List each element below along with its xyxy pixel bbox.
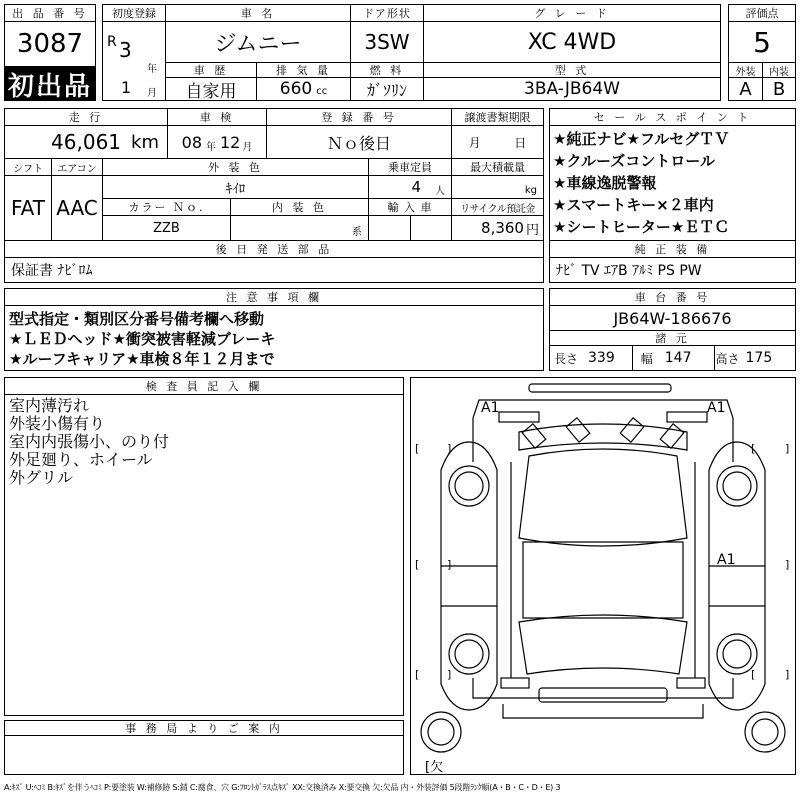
length-label: 長さ — [554, 351, 579, 366]
car-name: ジムニー — [165, 21, 351, 63]
svg-text:[: [ — [751, 668, 756, 681]
inspector-note: 外装小傷有り — [9, 414, 106, 433]
svg-text:]: ] — [447, 668, 452, 681]
note-line: ★ルーフキャリア★車検８年１２月まで — [9, 350, 275, 368]
recycle-fee-box — [451, 215, 544, 241]
height-label: 高さ — [715, 351, 740, 366]
mileage-unit: km — [131, 131, 159, 153]
displacement-box — [256, 77, 351, 101]
first-registration-label: 初度登録 — [102, 4, 166, 22]
capacity-label: 乗車定員 — [368, 158, 452, 176]
import-box — [368, 215, 452, 241]
grade-label: グ レ ー ド — [423, 4, 721, 22]
mileage-box — [4, 125, 168, 159]
year-unit: 年 — [147, 64, 157, 75]
inspector-notes-label: 検 査 員 記 入 欄 — [4, 377, 404, 395]
recycle-fee-label: リサイクル預託金 — [451, 198, 544, 216]
windshield-shape — [519, 449, 687, 546]
inspector-note: 外足廻り、ホイール — [9, 450, 153, 469]
svg-text:[: [ — [415, 558, 420, 571]
exterior-color: ｷｲﾛ — [102, 175, 369, 199]
genuine-equipment-label: 純 正 装 備 — [549, 240, 796, 258]
damage-diagram — [410, 377, 796, 775]
sales-point: ★車線逸脱警報 — [553, 174, 657, 192]
ac: AAC — [51, 175, 103, 241]
svg-text:]: ] — [785, 558, 790, 571]
inspection-box — [167, 125, 267, 159]
history-label: 車 歴 — [165, 62, 257, 78]
svg-text:]: ] — [447, 558, 452, 571]
rear-bumper-shape — [539, 688, 667, 702]
genuine-equipment: ﾅﾋﾞ TV ｴｱB ｱﾙﾐ PS PW — [549, 257, 796, 283]
spare-tire-right-shape — [745, 712, 785, 752]
note-line: 型式指定・類別区分番号備考欄へ移動 — [9, 310, 265, 328]
front-light-right-shape — [667, 412, 707, 422]
car-diagram-svg — [411, 378, 795, 774]
later-parts: 保証書 ﾅﾋﾞﾛﾑ — [4, 257, 544, 283]
svg-text:]: ] — [785, 668, 790, 681]
color-number: ZZB — [102, 215, 231, 241]
sales-point: ★シートヒーター★ＥＴＣ — [553, 218, 730, 236]
chassis-number: JB64W-186676 — [549, 305, 796, 331]
roof-shape — [523, 542, 683, 618]
displacement-unit: cc — [316, 85, 328, 97]
mileage-label: 走 行 — [4, 108, 168, 126]
era-letter: R — [107, 34, 117, 50]
month-unit: 月 — [147, 88, 157, 99]
exterior-grade-label: 外装 — [728, 62, 763, 78]
ac-label: エアコン — [51, 158, 103, 176]
score-label: 評価点 — [728, 4, 796, 22]
transfer-deadline-box — [451, 125, 544, 159]
front-light-left-shape — [499, 412, 539, 422]
recycle-fee-unit: 円 — [525, 222, 539, 238]
era-year: 3 — [119, 38, 132, 62]
max-load-unit: kg — [451, 175, 544, 199]
fuel-label: 燃 料 — [350, 62, 424, 78]
lot-number-label: 出 品 番 号 — [4, 4, 96, 22]
specs-box — [549, 345, 796, 371]
interior-color-suffix: 系 — [230, 215, 369, 241]
first-listing-badge: 初出品 — [4, 67, 96, 101]
history: 自家用 — [165, 77, 257, 101]
notes-label: 注 意 事 項 欄 — [4, 288, 544, 306]
inspection-month: 12 — [220, 132, 241, 152]
transfer-month-unit: 月 — [468, 135, 481, 150]
damage-mark: A1 — [717, 552, 736, 568]
shift: FAT — [4, 175, 52, 241]
registration-number: Ｎｏ後日 — [266, 125, 452, 159]
width: 147 — [664, 350, 692, 366]
displacement: 660 — [279, 79, 313, 99]
sales-points-label: セ ー ル ス ポ イ ン ト — [549, 108, 796, 126]
height: 175 — [745, 350, 773, 366]
svg-text:[: [ — [415, 442, 420, 455]
model-label: 型 式 — [423, 62, 721, 78]
inspection-label: 車 検 — [167, 108, 267, 126]
front-outline-shape — [473, 400, 733, 418]
inspector-note: 外グリル — [9, 468, 74, 487]
recycle-fee: 8,360 — [481, 219, 524, 237]
notes-box — [4, 305, 544, 371]
fuel: ｶﾞｿﾘﾝ — [350, 77, 424, 101]
later-parts-label: 後 日 発 送 部 品 — [4, 240, 544, 258]
exterior-grade: A — [728, 77, 763, 101]
interior-grade-label: 内装 — [762, 62, 796, 78]
exterior-color-label: 外 装 色 — [102, 158, 369, 176]
office-notice-box — [4, 735, 404, 775]
missing-mark: [欠 — [425, 760, 444, 775]
first-registration-box — [102, 21, 166, 101]
inspector-notes-box — [4, 394, 404, 716]
width-label: 幅 — [640, 351, 653, 366]
car-name-label: 車 名 — [165, 4, 351, 22]
svg-text:]: ] — [447, 442, 452, 455]
svg-text:]: ] — [785, 442, 790, 455]
max-load-label: 最大積載量 — [451, 158, 544, 176]
inspection-year: 08 — [181, 132, 202, 152]
grade: XC 4WD — [423, 21, 721, 63]
registration-number-label: 登 録 番 号 — [266, 108, 452, 126]
front-bumper-shape — [529, 384, 671, 392]
door-type: 3SW — [350, 21, 424, 63]
color-number-label: カラー Ｎｏ. — [102, 198, 231, 216]
office-notice-label: 事 務 局 よ り ご 案 内 — [4, 720, 404, 736]
inspection-year-unit: 年 — [206, 141, 216, 153]
interior-grade: B — [762, 77, 796, 101]
sales-point: ★クルーズコントロール — [553, 152, 715, 170]
svg-text:[: [ — [415, 668, 420, 681]
chassis-number-label: 車 台 番 号 — [549, 288, 796, 306]
specs-label: 諸 元 — [549, 330, 796, 346]
mileage: 46,061 — [51, 130, 122, 154]
capacity-unit: 人 — [435, 185, 445, 197]
inspection-month-unit: 月 — [242, 141, 253, 153]
sales-points-list — [549, 125, 796, 241]
note-line: ★ＬＥＤヘッド★衝突被害軽減ブレーキ — [9, 330, 276, 348]
capacity: 4 — [411, 178, 421, 196]
inspector-note: 室内薄汚れ — [9, 396, 90, 415]
transfer-day-unit: 日 — [514, 135, 527, 150]
capacity-box — [368, 175, 452, 199]
shift-label: シフト — [4, 158, 52, 176]
inspector-note: 室内内張傷小、のり付 — [9, 432, 170, 451]
door-type-label: ドア形状 — [350, 4, 424, 22]
rear-window-shape — [519, 615, 687, 674]
legend: A:ｷｽﾞ U:ﾍｺﾐ B:ｷｽﾞを伴うﾍｺﾐ P:要塗装 W:補修跡 S:錆 C:腐食、穴 G:ﾌﾛﾝﾄｶﾞﾗｽ点ｷｽﾞ XX:交換済み X:要交換 欠:欠品 内・外装評価 5段階ﾗﾝｸ順(A・B・C・D・E) 3 — [4, 783, 561, 792]
sales-point: ★純正ナビ★フルセグＴＶ — [553, 130, 730, 148]
damage-mark: A1 — [707, 400, 726, 416]
sales-point: ★スマートキー×２車内 — [553, 196, 714, 214]
displacement-label: 排 気 量 — [256, 62, 351, 78]
import-label: 輸 入 車 — [368, 198, 452, 216]
length: 339 — [588, 350, 615, 366]
score: 5 — [728, 21, 796, 63]
interior-color-label: 内 装 色 — [230, 198, 369, 216]
damage-mark: A1 — [481, 400, 500, 416]
month-value: 1 — [121, 78, 132, 97]
svg-text:[: [ — [751, 442, 756, 455]
lot-number: 3087 — [4, 21, 96, 67]
spare-tire-shape — [421, 712, 461, 752]
model: 3BA-JB64W — [423, 77, 721, 101]
transfer-deadline-label: 譲渡書類期限 — [451, 108, 544, 126]
